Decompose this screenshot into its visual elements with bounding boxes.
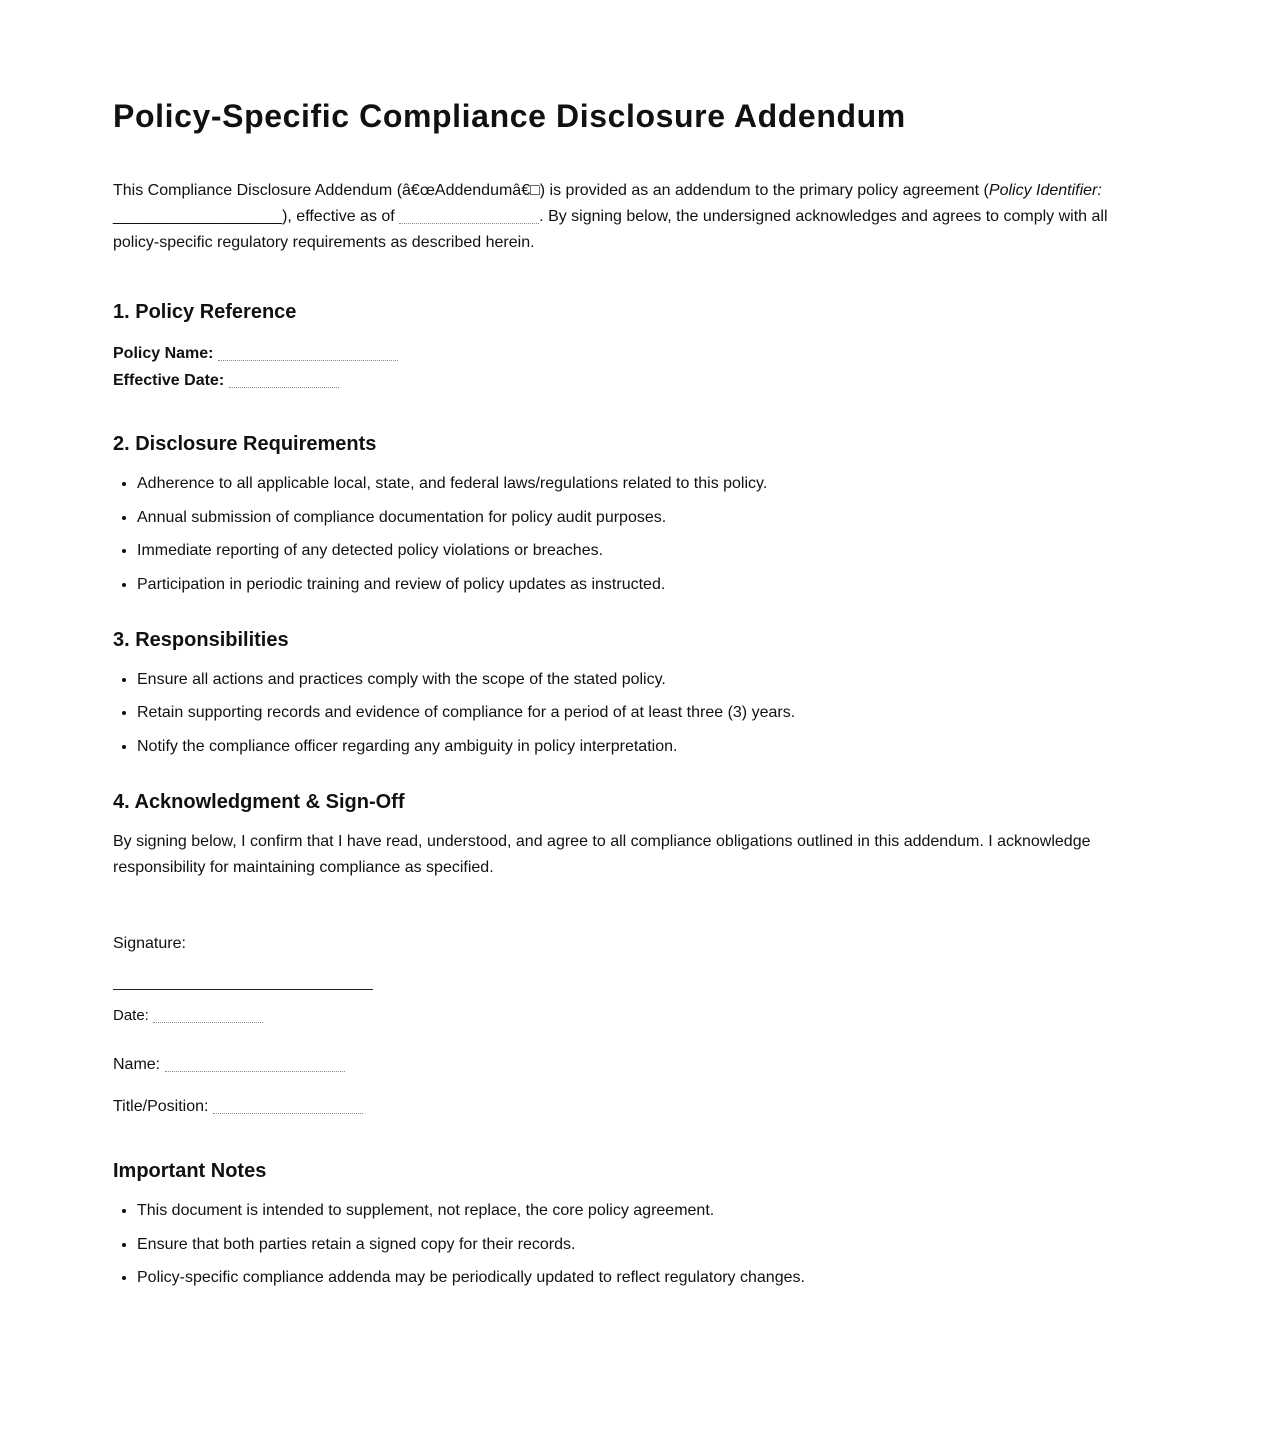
policy-identifier-blank[interactable]: ___________________ — [113, 208, 283, 225]
section-disclosure-requirements — [113, 431, 1150, 596]
list-item: • Notify the compliance officer regarding any ambiguity in policy interpretation. — [137, 736, 1150, 758]
list-item: • Annual submission of compliance documentation for policy audit purposes. — [137, 507, 1150, 529]
intro-text-1: This Compliance Disclosure Addendum (â€œAddendumâ€□) is provided as an addendum to the primary policy agreement ( — [113, 182, 989, 199]
intro-text-3: . By signing below, the undersigned acknowledges and agrees to comply with all policy-specific regulatory requirements as described herein. — [113, 208, 1108, 251]
date-label: Date: — [113, 1006, 149, 1024]
acknowledgment-paragraph: By signing below, I confirm that I have read, understood, and agree to all compliance obligations outlined in this addendum. I acknowledge responsibility for maintaining compliance as specified. — [113, 832, 1091, 876]
section-heading: Important Notes — [113, 1159, 267, 1182]
title-position-label: Title/Position: — [113, 1097, 209, 1115]
list-item: • Retain supporting records and evidence of compliance for a period of at least three (3) years. — [137, 702, 1150, 724]
list-item: • Policy-specific compliance addenda may be periodically updated to reflect regulatory changes. — [137, 1267, 1150, 1289]
effective-date-field[interactable] — [229, 369, 339, 388]
list-item: • Adherence to all applicable local, state, and federal laws/regulations related to this policy. — [137, 473, 1150, 495]
section-heading: 3. Responsibilities — [113, 628, 289, 651]
section-heading: 1. Policy Reference — [113, 301, 297, 323]
name-label: Name: — [113, 1055, 161, 1073]
section-important-notes — [113, 1158, 1150, 1289]
section-heading: 2. Disclosure Requirements — [113, 433, 377, 455]
list-item: • Ensure that both parties retain a signed copy for their records. — [137, 1234, 1150, 1256]
list-item: • Ensure all actions and practices comply with the scope of the stated policy. — [137, 669, 1150, 691]
section-responsibilities — [113, 627, 1150, 758]
notes-list — [113, 1200, 1150, 1289]
date-row — [113, 1004, 1150, 1027]
signature-block — [113, 933, 1150, 1118]
signature-label: Signature: — [113, 934, 186, 952]
title-row — [113, 1095, 1150, 1118]
policy-identifier-label: Policy Identifier: — [988, 182, 1102, 199]
disclosure-list — [113, 473, 1150, 596]
title-position-field[interactable] — [213, 1095, 363, 1114]
effective-date-row — [113, 368, 1150, 395]
policy-name-field[interactable] — [218, 342, 398, 361]
effective-as-of-blank[interactable] — [399, 205, 539, 224]
list-item: • This document is intended to supplement, not replace, the core policy agreement. — [137, 1200, 1150, 1222]
effective-date-label: Effective Date: — [113, 372, 225, 389]
responsibilities-list — [113, 669, 1150, 758]
page-title: Policy-Specific Compliance Disclosure Addendum — [113, 98, 906, 134]
section-policy-reference — [113, 299, 1150, 395]
signature-line[interactable] — [113, 979, 373, 990]
section-acknowledgment — [113, 789, 1150, 1118]
name-row — [113, 1053, 1150, 1076]
policy-name-row — [113, 341, 1150, 368]
list-item: • Participation in periodic training and review of policy updates as instructed. — [137, 574, 1150, 596]
intro-paragraph — [113, 178, 1123, 256]
date-field[interactable] — [153, 1004, 263, 1023]
policy-name-label: Policy Name: — [113, 345, 214, 362]
section-heading: 4. Acknowledgment & Sign-Off — [113, 790, 405, 813]
list-item: • Immediate reporting of any detected policy violations or breaches. — [137, 540, 1150, 562]
name-field[interactable] — [165, 1053, 345, 1072]
intro-text-2: ), effective as of — [282, 208, 400, 225]
